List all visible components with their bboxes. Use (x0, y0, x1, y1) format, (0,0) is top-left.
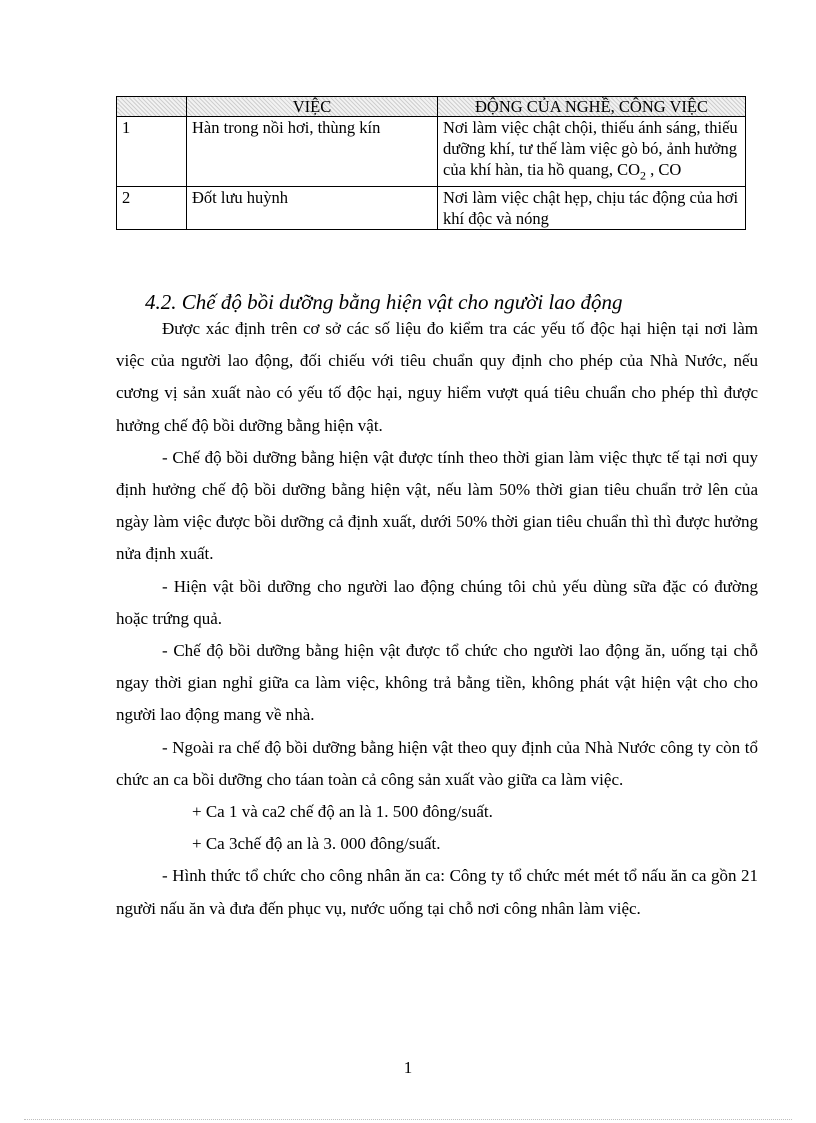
paragraph: - Hiện vật bồi dưỡng cho người lao động chúng tôi chủ yếu dùng sữa đặc có đường hoặc trứng quả. (116, 576, 758, 628)
body-text (116, 313, 758, 925)
header-description: ĐỘNG CỦA NGHỀ, CÔNG VIỆC (438, 97, 746, 117)
row-number: 2 (117, 187, 187, 230)
paragraph: - Chế độ bồi dưỡng bằng hiện vật được tổ chức cho người lao động ăn, uống tại chỗ ngay thời gian nghỉ giữa ca làm việc, không trả bằng tiền, không phát vật hiện vật cho cho người lao động mang về nhà. (116, 641, 758, 725)
row-job: Hàn trong nồi hơi, thùng kín (187, 117, 438, 187)
paragraph: - Ngoài ra chế độ bồi dưỡng bằng hiện vật theo quy định của Nhà Nước công ty còn tổ chức an ca bồi dưỡng cho táan toàn cả công sản xuất vào giữa ca làm việc. (116, 737, 758, 789)
header-number (117, 97, 187, 117)
header-job: VIỆC (187, 97, 438, 117)
table-header-row (117, 97, 746, 117)
paragraph: Được xác định trên cơ sở các số liệu đo kiểm tra các yếu tố độc hại hiện tại nơi làm việc của người lao động, đối chiếu với tiêu chuẩn quy định cho phép của Nhà Nước, nếu cương vị sản xuất nào có yếu tố độc hại, nguy hiểm vượt quá tiêu chuẩn cho phép thì được hưởng chế độ bồi dưỡng bằng hiện vật. (116, 319, 758, 435)
table-row (117, 187, 746, 230)
list-item: + Ca 1 và ca2 chế độ an là 1. 500 đông/suất. (192, 802, 493, 822)
paragraph: - Hình thức tổ chức cho công nhân ăn ca: Công ty tổ chức mét mét tổ nấu ăn ca gồn 21 người nấu ăn và đưa đến phục vụ, nước uống tại chỗ nơi công nhân làm việc. (116, 866, 758, 918)
row-job: Đốt lưu huỳnh (187, 187, 438, 230)
hazard-table (116, 96, 746, 230)
co2-subscript: 2 (640, 168, 647, 183)
table-row (117, 117, 746, 187)
paragraph: - Chế độ bồi dưỡng bằng hiện vật được tính theo thời gian làm việc thực tế tại nơi quy định hưởng chế độ bồi dưỡng bằng hiện vật, nếu làm 50% thời gian tiêu chuẩn trở lên của ngày làm việc được bồi dưỡng cả định xuất, dưới 50% thời gian tiêu chuẩn thì thì được hưởng nửa định xuất. (116, 447, 758, 564)
row-description: Nơi làm việc chật hẹp, chịu tác động của hơi khí độc và nóng (438, 187, 746, 230)
section-heading: 4.2. Chế độ bồi dưỡng bằng hiện vật cho người lao động (145, 290, 623, 314)
row-number: 1 (117, 117, 187, 187)
page-number: 1 (403, 1058, 413, 1077)
footer-divider (24, 1119, 792, 1120)
list-item: + Ca 3chế độ an là 3. 000 đông/suất. (192, 834, 441, 854)
row-description-tail: , CO (646, 160, 682, 179)
row-description (438, 117, 746, 187)
row-description-text: Nơi làm việc chật chội, thiếu ánh sáng, thiếu dưỡng khí, tư thế làm việc gò bó, ảnh hưởng của khí hàn, tia hồ quang, CO (443, 118, 738, 179)
